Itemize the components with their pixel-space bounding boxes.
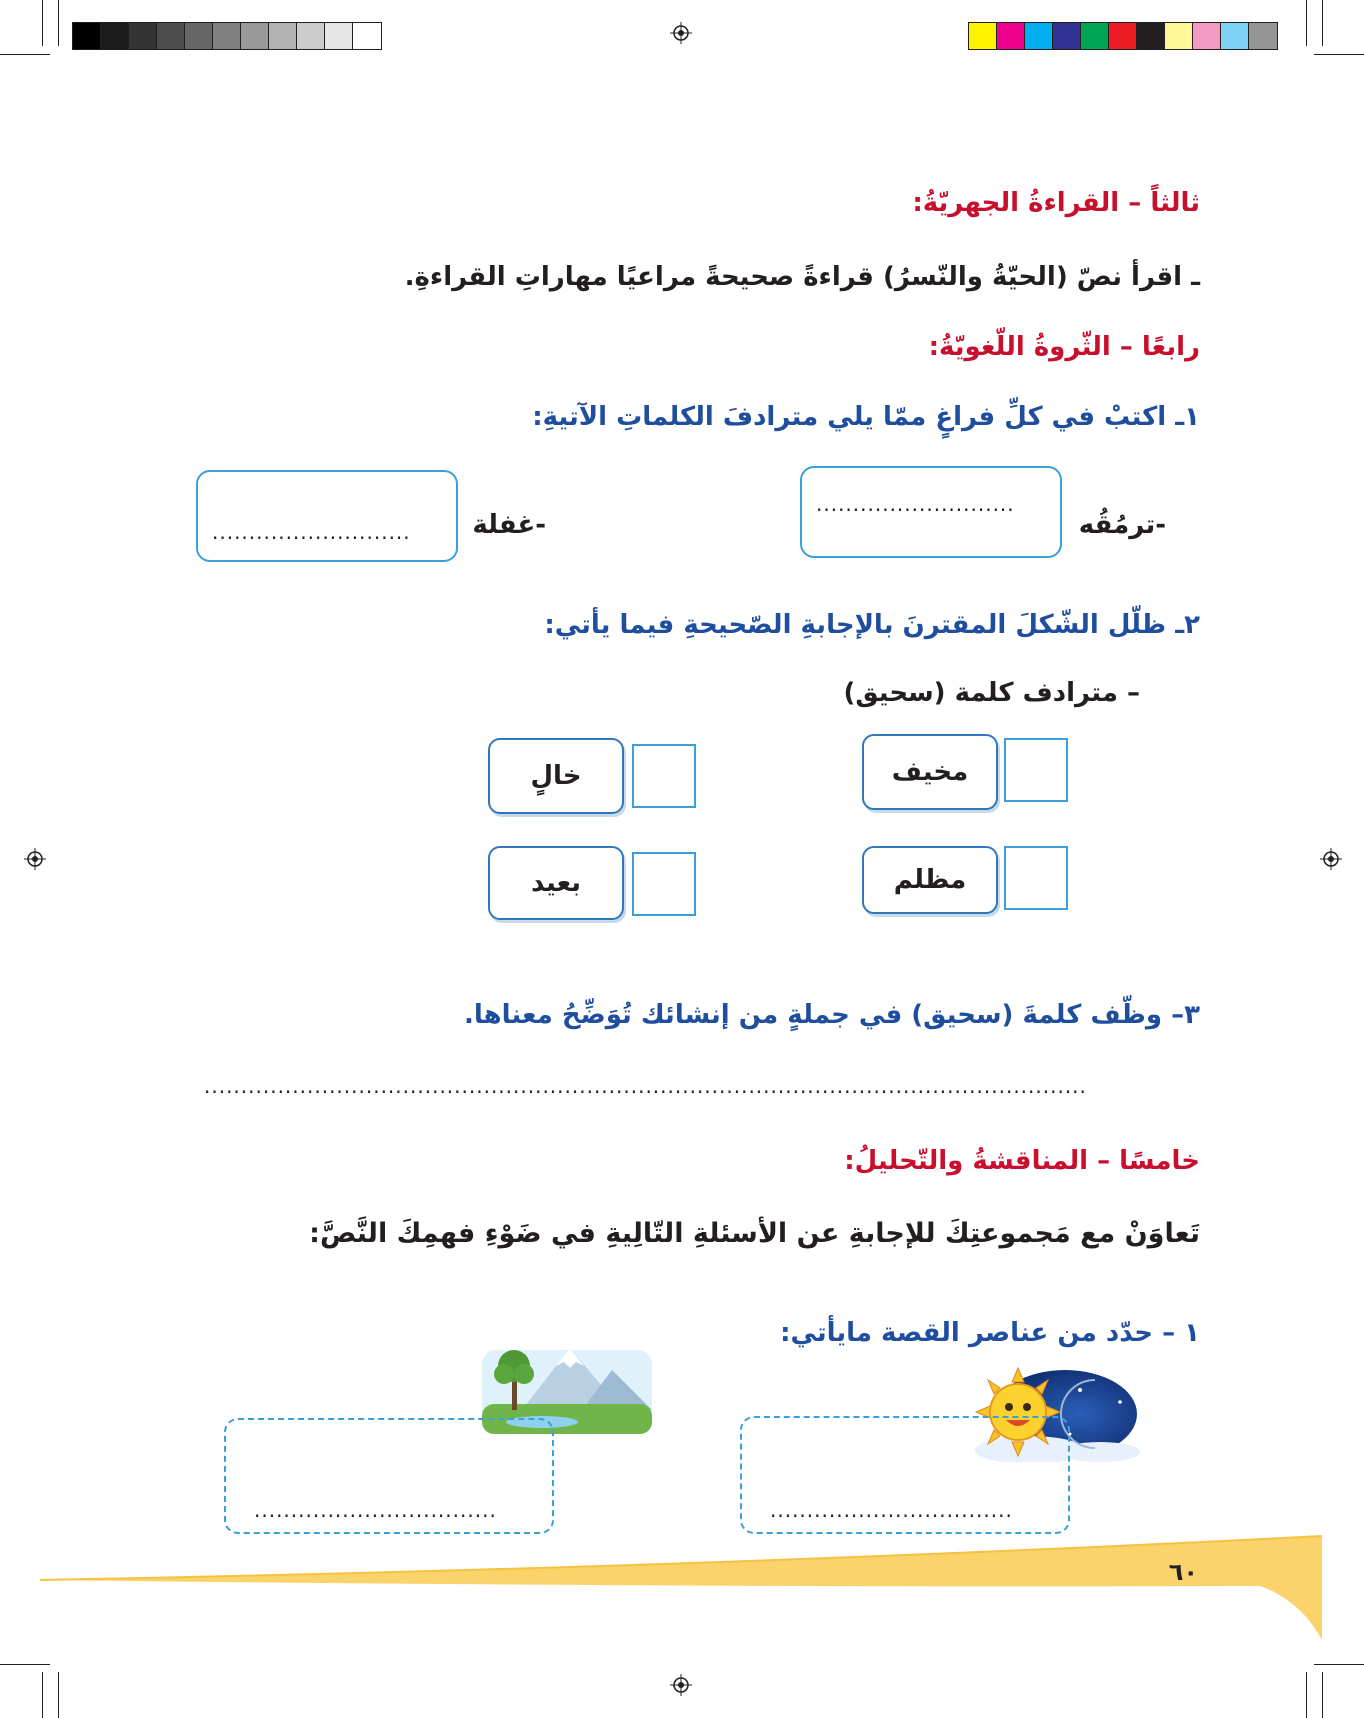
answer-box-tarmuquh[interactable] — [800, 466, 1062, 558]
option-khal[interactable]: خالٍ — [488, 738, 624, 814]
q2-sub: – مترادف كلمة (سحيق) — [843, 678, 1140, 708]
option-baeed[interactable]: بعيد — [488, 846, 624, 920]
section3-title: ثالثاً – القراءةُ الجهريّةُ: — [912, 188, 1200, 218]
option-checkbox-baeed[interactable] — [632, 852, 696, 916]
footer-wave — [0, 1530, 1364, 1640]
crop-mark — [1306, 0, 1307, 46]
section5-instruction: تَعاوَنْ مع مَجموعتِكَ للإجابةِ عن الأسئلةِ التّالِيةِ في ضَوْءِ فهمِكَ النَّصَّ: — [309, 1218, 1200, 1249]
answer-placeholder: ................................. — [770, 1498, 1013, 1522]
crop-mark — [58, 1672, 59, 1718]
story-element-box-left[interactable] — [224, 1418, 554, 1534]
crop-mark — [1322, 0, 1323, 46]
crop-mark — [1314, 54, 1364, 55]
crop-mark — [42, 0, 43, 46]
answer-placeholder: ................................. — [254, 1498, 497, 1522]
section5-q1-prompt: ١ – حدّد من عناصر القصة مايأتي: — [780, 1318, 1200, 1348]
answer-placeholder: ........................... — [816, 492, 1015, 516]
option-checkbox-khal[interactable] — [632, 744, 696, 808]
registration-mark-icon — [670, 22, 692, 44]
section5-title: خامسًا – المناقشةُ والتّحليلُ: — [844, 1146, 1200, 1176]
crop-mark — [58, 0, 59, 46]
answer-box-ghafla[interactable] — [196, 470, 458, 562]
story-element-box-right[interactable] — [740, 1416, 1070, 1534]
word-label-ghafla: -غفلة — [472, 510, 546, 540]
crop-mark — [0, 1664, 50, 1665]
crop-mark — [1314, 1664, 1364, 1665]
q1-prompt: ١ـ اكتبْ في كلِّ فراغٍ ممّا يلي مترادفَ الكلماتِ الآتيةِ: — [532, 402, 1200, 432]
option-checkbox-mukhif[interactable] — [1004, 738, 1068, 802]
section3-instruction: ـ اقرأ نصّ (الحيّةُ والنّسرُ) قراءةً صحيحةً مراعيًا مهاراتِ القراءةِ. — [404, 262, 1200, 292]
crop-mark — [42, 1672, 43, 1718]
registration-mark-icon — [670, 1674, 692, 1696]
crop-mark — [0, 54, 50, 55]
q3-answer-line[interactable]: ........................................................................................................................ — [204, 1074, 1087, 1098]
option-muzlim[interactable]: مظلم — [862, 846, 998, 914]
color-bar — [968, 22, 1278, 50]
word-label-tarmuquh: -ترمُقُه — [1078, 510, 1166, 540]
section4-title: رابعًا – الثّروةُ اللّغويّةُ: — [928, 332, 1200, 362]
registration-mark-icon — [24, 848, 46, 870]
option-checkbox-muzlim[interactable] — [1004, 846, 1068, 910]
registration-mark-icon — [1320, 848, 1342, 870]
q3-prompt: ٣– وظّف كلمةَ (سحيق) في جملةٍ من إنشائك تُوَضِّحُ معناها. — [464, 1000, 1200, 1030]
option-mukhif[interactable]: مخيف — [862, 734, 998, 810]
answer-placeholder: ........................... — [212, 520, 411, 544]
crop-mark — [1306, 1672, 1307, 1718]
page-number: ٦٠ — [1168, 1558, 1198, 1586]
crop-mark — [1322, 1672, 1323, 1718]
q2-prompt: ٢ـ ظلّل الشّكلَ المقترنَ بالإجابةِ الصّحيحةِ فيما يأتي: — [544, 610, 1200, 640]
grayscale-bar — [72, 22, 382, 50]
